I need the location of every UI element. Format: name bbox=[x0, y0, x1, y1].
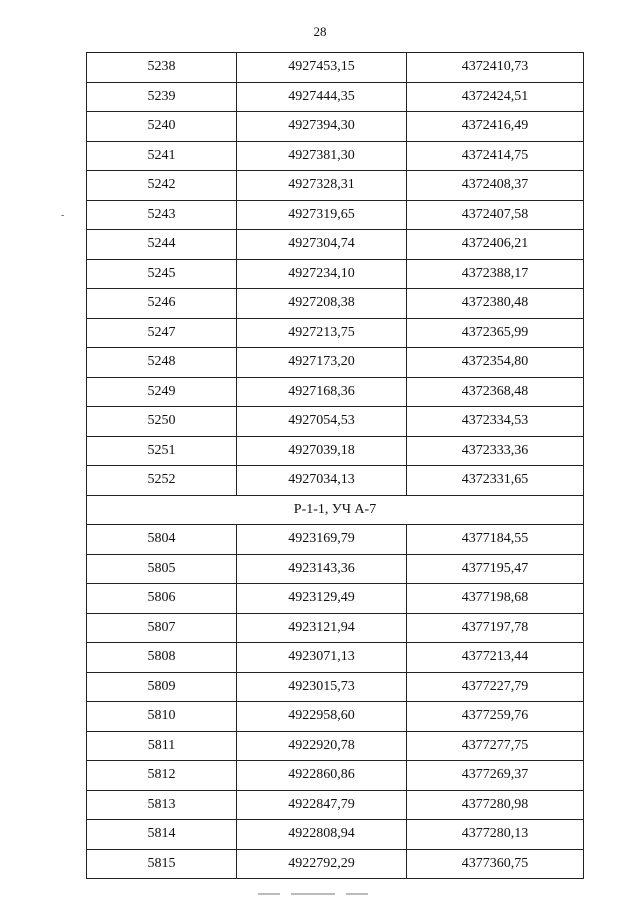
coordinate-y-cell: 4372408,37 bbox=[407, 171, 584, 201]
point-number-cell: 5243 bbox=[87, 200, 237, 230]
table-row bbox=[87, 377, 584, 407]
coordinates-table-body-part2 bbox=[87, 525, 584, 879]
coordinate-x-cell: 4927213,75 bbox=[237, 318, 407, 348]
table-row bbox=[87, 672, 584, 702]
table-row bbox=[87, 584, 584, 614]
coordinate-x-cell: 4927208,38 bbox=[237, 289, 407, 319]
point-number-cell: 5247 bbox=[87, 318, 237, 348]
table-row bbox=[87, 318, 584, 348]
coordinate-y-cell: 4372354,80 bbox=[407, 348, 584, 378]
table-row bbox=[87, 141, 584, 171]
table-row bbox=[87, 613, 584, 643]
table-row bbox=[87, 849, 584, 879]
point-number-cell: 5812 bbox=[87, 761, 237, 791]
coordinate-y-cell: 4372414,75 bbox=[407, 141, 584, 171]
point-number-cell: 5814 bbox=[87, 820, 237, 850]
coordinate-x-cell: 4923071,13 bbox=[237, 643, 407, 673]
coordinate-y-cell: 4372424,51 bbox=[407, 82, 584, 112]
table-row bbox=[87, 53, 584, 83]
table-row bbox=[87, 466, 584, 496]
coordinate-x-cell: 4927234,10 bbox=[237, 259, 407, 289]
coordinate-x-cell: 4922920,78 bbox=[237, 731, 407, 761]
table-row bbox=[87, 643, 584, 673]
section-header-group bbox=[87, 495, 584, 525]
table-row bbox=[87, 702, 584, 732]
table-row bbox=[87, 230, 584, 260]
coordinate-y-cell: 4377227,79 bbox=[407, 672, 584, 702]
point-number-cell: 5246 bbox=[87, 289, 237, 319]
coordinate-x-cell: 4927319,65 bbox=[237, 200, 407, 230]
margin-mark: - bbox=[61, 210, 65, 221]
coordinate-y-cell: 4372380,48 bbox=[407, 289, 584, 319]
coordinate-y-cell: 4377280,13 bbox=[407, 820, 584, 850]
coordinate-y-cell: 4372368,48 bbox=[407, 377, 584, 407]
coordinate-x-cell: 4922808,94 bbox=[237, 820, 407, 850]
point-number-cell: 5251 bbox=[87, 436, 237, 466]
table-row bbox=[87, 407, 584, 437]
point-number-cell: 5248 bbox=[87, 348, 237, 378]
point-number-cell: 5252 bbox=[87, 466, 237, 496]
point-number-cell: 5238 bbox=[87, 53, 237, 83]
point-number-cell: 5808 bbox=[87, 643, 237, 673]
coordinate-x-cell: 4927168,36 bbox=[237, 377, 407, 407]
point-number-cell: 5804 bbox=[87, 525, 237, 555]
table-row bbox=[87, 761, 584, 791]
coordinate-x-cell: 4923121,94 bbox=[237, 613, 407, 643]
coordinates-table bbox=[86, 52, 584, 879]
coordinate-y-cell: 4372365,99 bbox=[407, 318, 584, 348]
table-row bbox=[87, 348, 584, 378]
coordinate-x-cell: 4927394,30 bbox=[237, 112, 407, 142]
coordinate-y-cell: 4377195,47 bbox=[407, 554, 584, 584]
coordinate-x-cell: 4922792,29 bbox=[237, 849, 407, 879]
coordinate-y-cell: 4372406,21 bbox=[407, 230, 584, 260]
coordinate-x-cell: 4923129,49 bbox=[237, 584, 407, 614]
point-number-cell: 5242 bbox=[87, 171, 237, 201]
point-number-cell: 5240 bbox=[87, 112, 237, 142]
page-number: 28 bbox=[313, 24, 327, 39]
table-row bbox=[87, 731, 584, 761]
coordinate-x-cell: 4922860,86 bbox=[237, 761, 407, 791]
coordinate-y-cell: 4372334,53 bbox=[407, 407, 584, 437]
coordinate-x-cell: 4927034,13 bbox=[237, 466, 407, 496]
coordinate-y-cell: 4377360,75 bbox=[407, 849, 584, 879]
coordinate-y-cell: 4372407,58 bbox=[407, 200, 584, 230]
coordinate-y-cell: 4377197,78 bbox=[407, 613, 584, 643]
coordinate-y-cell: 4377213,44 bbox=[407, 643, 584, 673]
point-number-cell: 5807 bbox=[87, 613, 237, 643]
point-number-cell: 5813 bbox=[87, 790, 237, 820]
coordinate-y-cell: 4377280,98 bbox=[407, 790, 584, 820]
point-number-cell: 5809 bbox=[87, 672, 237, 702]
table-row bbox=[87, 790, 584, 820]
coordinate-x-cell: 4927054,53 bbox=[237, 407, 407, 437]
table-row bbox=[87, 82, 584, 112]
table-row bbox=[87, 525, 584, 555]
coordinate-x-cell: 4923015,73 bbox=[237, 672, 407, 702]
coordinate-x-cell: 4923169,79 bbox=[237, 525, 407, 555]
table-row bbox=[87, 436, 584, 466]
point-number-cell: 5244 bbox=[87, 230, 237, 260]
coordinate-y-cell: 4372416,49 bbox=[407, 112, 584, 142]
table-row bbox=[87, 289, 584, 319]
coordinate-x-cell: 4927381,30 bbox=[237, 141, 407, 171]
point-number-cell: 5239 bbox=[87, 82, 237, 112]
coordinate-x-cell: 4927304,74 bbox=[237, 230, 407, 260]
coordinate-y-cell: 4372333,36 bbox=[407, 436, 584, 466]
coordinate-x-cell: 4922958,60 bbox=[237, 702, 407, 732]
coordinate-x-cell: 4927453,15 bbox=[237, 53, 407, 83]
coordinate-y-cell: 4377198,68 bbox=[407, 584, 584, 614]
table-row bbox=[87, 200, 584, 230]
coordinate-y-cell: 4372388,17 bbox=[407, 259, 584, 289]
section-label: Р-1-1, УЧ А-7 bbox=[87, 495, 584, 525]
coordinate-x-cell: 4923143,36 bbox=[237, 554, 407, 584]
point-number-cell: 5245 bbox=[87, 259, 237, 289]
point-number-cell: 5806 bbox=[87, 584, 237, 614]
coordinate-x-cell: 4927173,20 bbox=[237, 348, 407, 378]
point-number-cell: 5815 bbox=[87, 849, 237, 879]
table-row bbox=[87, 112, 584, 142]
point-number-cell: 5241 bbox=[87, 141, 237, 171]
table-row bbox=[87, 259, 584, 289]
point-number-cell: 5805 bbox=[87, 554, 237, 584]
table-row bbox=[87, 820, 584, 850]
section-header-row bbox=[87, 495, 584, 525]
coordinate-y-cell: 4372410,73 bbox=[407, 53, 584, 83]
table-row bbox=[87, 554, 584, 584]
point-number-cell: 5811 bbox=[87, 731, 237, 761]
coordinate-y-cell: 4377184,55 bbox=[407, 525, 584, 555]
point-number-cell: 5250 bbox=[87, 407, 237, 437]
coordinate-y-cell: 4377269,37 bbox=[407, 761, 584, 791]
coordinates-table-body-part1 bbox=[87, 53, 584, 496]
coordinate-x-cell: 4927444,35 bbox=[237, 82, 407, 112]
scan-artifact-line bbox=[258, 893, 368, 895]
coordinate-x-cell: 4927328,31 bbox=[237, 171, 407, 201]
point-number-cell: 5249 bbox=[87, 377, 237, 407]
coordinate-y-cell: 4377277,75 bbox=[407, 731, 584, 761]
coordinate-y-cell: 4372331,65 bbox=[407, 466, 584, 496]
table-row bbox=[87, 171, 584, 201]
coordinate-x-cell: 4927039,18 bbox=[237, 436, 407, 466]
point-number-cell: 5810 bbox=[87, 702, 237, 732]
coordinate-y-cell: 4377259,76 bbox=[407, 702, 584, 732]
coordinate-x-cell: 4922847,79 bbox=[237, 790, 407, 820]
